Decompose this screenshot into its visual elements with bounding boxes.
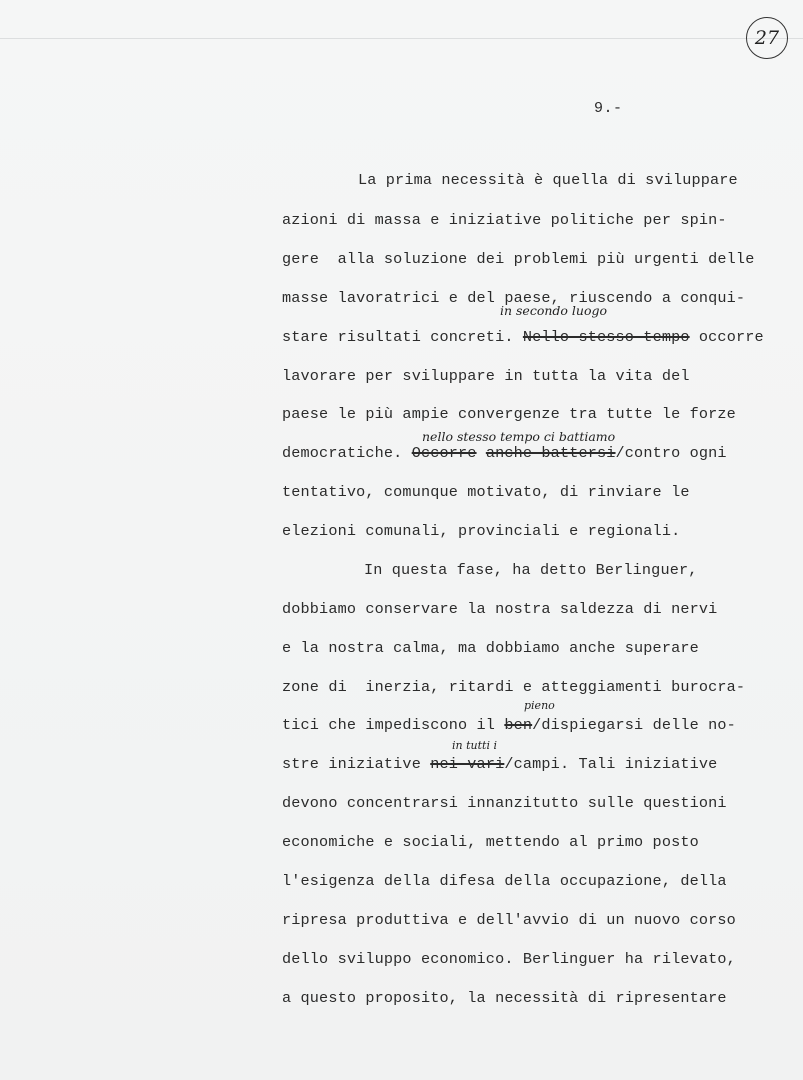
- text-line: democratiche. Occorre anche battersi/contro ogni: [282, 444, 727, 462]
- struck-text: ben: [504, 716, 533, 734]
- text-line: stare risultati concreti. Nello stesso tempo occorre: [282, 328, 764, 346]
- struck-text: Nello stesso tempo: [522, 328, 690, 346]
- struck-text: anche battersi: [485, 444, 616, 462]
- struck-text: Occorre: [411, 444, 477, 462]
- text-line: zone di inerzia, ritardi e atteggiamenti burocra-: [282, 678, 746, 696]
- text-line: ripresa produttiva e dell'avvio di un nuovo corso: [282, 911, 736, 929]
- handwritten-insertion: in tutti i: [452, 739, 497, 752]
- handwritten-insertion: in secondo luogo: [500, 303, 608, 318]
- struck-text: nei vari: [430, 755, 505, 773]
- text-line: azioni di massa e iniziative politiche per spin-: [282, 211, 727, 229]
- handwritten-insertion: pieno: [524, 699, 555, 712]
- text-line: tici che impediscono il ben/dispiegarsi delle no-: [282, 716, 736, 734]
- text-line: La prima necessità è quella di sviluppare: [358, 171, 738, 189]
- text-line: tentativo, comunque motivato, di rinviare le: [282, 483, 690, 501]
- text-line: a questo proposito, la necessità di ripresentare: [282, 989, 727, 1007]
- page-number: 9.-: [594, 100, 623, 117]
- text-line: stre iniziative nei vari/campi. Tali iniziative: [282, 755, 718, 773]
- text-line: l'esigenza della difesa della occupazione, della: [282, 872, 727, 890]
- text-line: paese le più ampie convergenze tra tutte le forze: [282, 405, 736, 423]
- text-line: masse lavoratrici e del paese, riuscendo a conqui-: [282, 289, 746, 307]
- top-border-line: [0, 38, 803, 39]
- text-line: economiche e sociali, mettendo al primo posto: [282, 833, 699, 851]
- text-line: lavorare per sviluppare in tutta la vita del: [282, 367, 690, 385]
- text-line: In questa fase, ha detto Berlinguer,: [364, 561, 698, 579]
- circled-page-number: 27: [746, 17, 788, 59]
- text-line: e la nostra calma, ma dobbiamo anche superare: [282, 639, 699, 657]
- handwritten-insertion: nello stesso tempo ci battiamo: [422, 429, 616, 444]
- text-line: elezioni comunali, provinciali e regionali.: [282, 522, 681, 540]
- text-line: devono concentrarsi innanzitutto sulle questioni: [282, 794, 727, 812]
- text-line: dobbiamo conservare la nostra saldezza di nervi: [282, 600, 718, 618]
- text-line: gere alla soluzione dei problemi più urgenti delle: [282, 250, 755, 268]
- text-line: dello sviluppo economico. Berlinguer ha rilevato,: [282, 950, 736, 968]
